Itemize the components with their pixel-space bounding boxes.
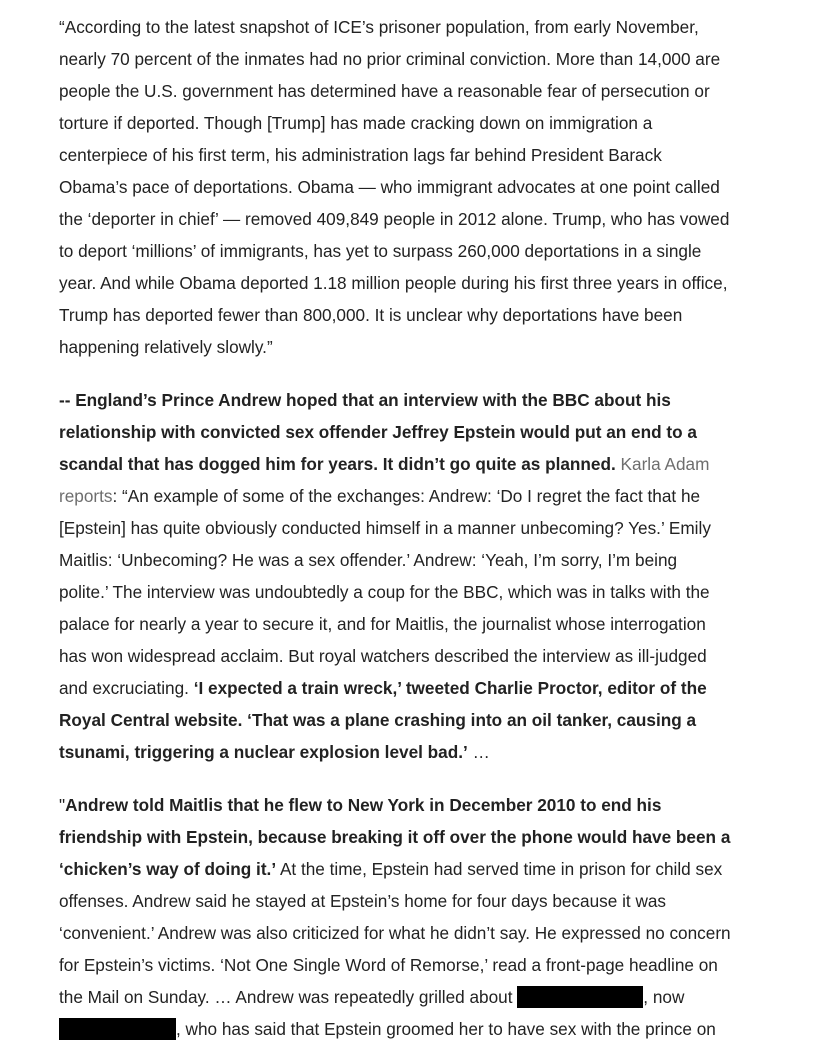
plain-text: , who has said that Epstein groomed her to have sex with the prince on (176, 1019, 716, 1039)
text-line (59, 736, 779, 768)
text-line: [Epstein] has quite obviously conducted himself in a manner unbecoming? Yes.’ Emily (59, 518, 711, 538)
text-line: to deport ‘millions’ of immigrants, has yet to surpass 260,000 deportations in a single (59, 241, 702, 261)
plain-text: : “An example of some of the exchanges: Andrew: ‘Do I regret the fact that he (112, 486, 701, 506)
plain-text: the Mail on Sunday. … Andrew was repeatedly grilled about (59, 987, 513, 1007)
text-line: people the U.S. government has determined have a reasonable fear of persecution or (59, 81, 710, 101)
text-line: “According to the latest snapshot of ICE’s prisoner population, from early November, (59, 17, 699, 37)
author-link[interactable]: Karla Adam (620, 454, 710, 474)
text-line: Obama’s pace of deportations. Obama — who immigrant advocates at one point called (59, 177, 720, 197)
text-line: torture if deported. Though [Trump] has made cracking down on immigration a (59, 113, 653, 133)
redaction-block (59, 1018, 176, 1040)
bold-text: tsunami, triggering a nuclear explosion level bad.’ (59, 742, 468, 762)
text-line (59, 480, 779, 512)
text-line (59, 853, 779, 885)
text-line: friendship with Epstein, because breaking it off over the phone would have been a (59, 827, 731, 847)
text-line: year. And while Obama deported 1.18 million people during his first three years in office, (59, 273, 728, 293)
text-line: Maitlis: ‘Unbecoming? He was a sex offender.’ Andrew: ‘Yeah, I’m sorry, I’m being (59, 550, 678, 570)
text-line: centerpiece of his first term, his administration lags far behind President Barack (59, 145, 662, 165)
text-line: happening relatively slowly.” (59, 337, 273, 357)
text-line: has won widespread acclaim. But royal watchers described the interview as ill-judged (59, 646, 707, 666)
text-line: relationship with convicted sex offender Jeffrey Epstein would put an end to a (59, 422, 697, 442)
text-line: nearly 70 percent of the inmates had no prior criminal conviction. More than 14,000 are (59, 49, 721, 69)
text-line: for Epstein’s victims. ‘Not One Single Word of Remorse,’ read a front-page headline on (59, 955, 718, 975)
quote-paragraph-ice (59, 11, 779, 363)
plain-text: , now (643, 987, 685, 1007)
text-line: ‘convenient.’ Andrew was also criticized for what he didn’t say. He expressed no concern (59, 923, 731, 943)
text-line: polite.’ The interview was undoubtedly a coup for the BBC, which was in talks with the (59, 582, 710, 602)
plain-text: At the time, Epstein had served time in prison for child sex (279, 859, 723, 879)
open-quote: " (59, 795, 66, 815)
plain-text: and excruciating. (59, 678, 189, 698)
text-line (59, 672, 779, 704)
text-line (59, 981, 779, 1013)
reports-link[interactable]: reports (59, 486, 113, 506)
text-line (59, 448, 779, 480)
ellipsis: … (472, 742, 490, 762)
bold-text: ‘I expected a train wreck,’ tweeted Charlie Proctor, editor of the (193, 678, 707, 698)
text-line: palace for nearly a year to secure it, and for Maitlis, the journalist whose interrogation (59, 614, 706, 634)
maitlis-paragraph (59, 789, 779, 1045)
prince-andrew-paragraph (59, 384, 779, 768)
text-line (59, 789, 779, 821)
text-line: the ‘deporter in chief’ — removed 409,849 people in 2012 alone. Trump, who has vowed (59, 209, 730, 229)
bold-text: scandal that has dogged him for years. It didn’t go quite as planned. (59, 454, 616, 474)
bold-text: Andrew told Maitlis that he flew to New York in December 2010 to end his (65, 795, 662, 815)
bold-text: ‘chicken’s way of doing it.’ (59, 859, 277, 879)
text-line: Trump has deported fewer than 800,000. It is unclear why deportations have been (59, 305, 683, 325)
text-line: Royal Central website. ‘That was a plane crashing into an oil tanker, causing a (59, 710, 697, 730)
text-line: offenses. Andrew said he stayed at Epstein’s home for four days because it was (59, 891, 667, 911)
redaction-block (517, 986, 643, 1008)
text-line: -- England’s Prince Andrew hoped that an interview with the BBC about his (59, 390, 671, 410)
text-line (59, 1013, 779, 1045)
